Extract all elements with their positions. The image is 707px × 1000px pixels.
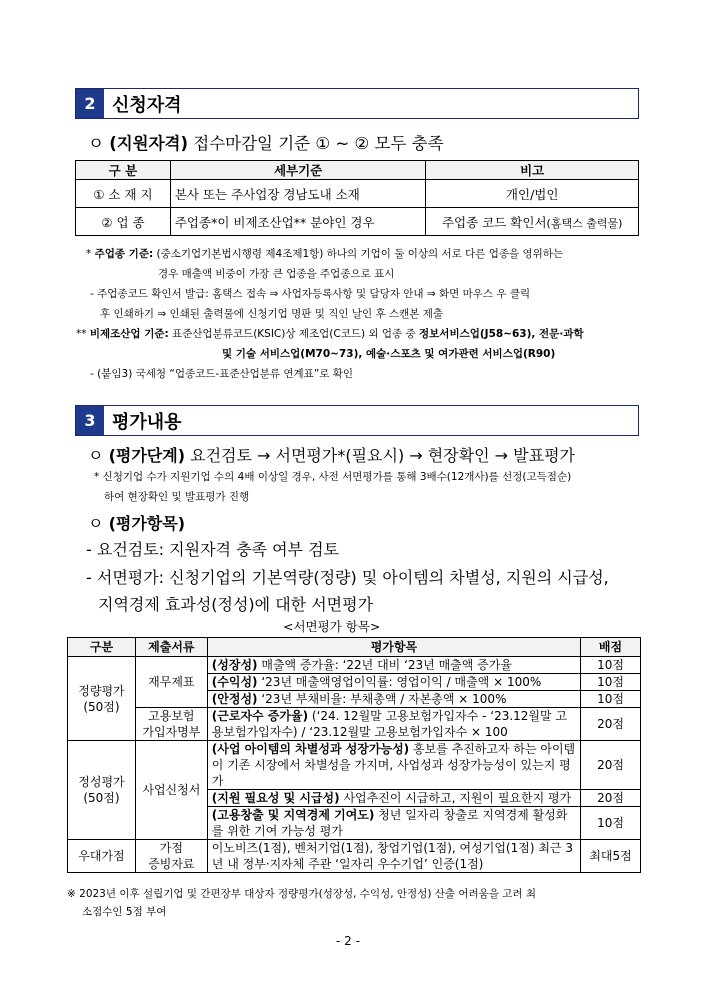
header-criteria: 세부기준 bbox=[170, 161, 426, 180]
score-cell: 10점 bbox=[581, 691, 641, 708]
row-criteria: 본사 또는 주사업장 경남도내 소재 bbox=[170, 180, 426, 208]
docs-bonus: 가점 증빙자료 bbox=[135, 840, 207, 873]
item-cell: (고용창출 및 지역경제 기여도) 청년 일자리 창출로 지역경제 활성화를 위한 기여 가능성 평가 bbox=[207, 807, 580, 840]
section-3-number: 3 bbox=[76, 406, 104, 435]
evaluation-table bbox=[67, 637, 641, 873]
table-row bbox=[76, 180, 639, 208]
section-3-title: 평가내용 bbox=[112, 411, 182, 433]
table-row bbox=[68, 708, 641, 741]
score-cell: 20점 bbox=[581, 790, 641, 807]
item-cell: (성장성) 매출액 증가율: ‘22년 대비 ‘23년 매출액 증가율 bbox=[207, 657, 580, 674]
category-quantitative: 정량평가 (50점) bbox=[68, 657, 136, 741]
bullet: ㅇ bbox=[88, 134, 104, 153]
item-cell: (사업 아이템의 차별성과 성장가능성) 홍보를 추진하고자 하는 아이템이 기존 시장에서 차별성을 가지며, 사업성과 성장가능성이 있는지 평가 bbox=[207, 741, 580, 790]
eval-sub-2b: 지역경제 효과성(정성)에 대한 서면평가 bbox=[98, 595, 374, 614]
item-cell: 이노비즈(1점), 벤처기업(1점), 창업기업(1점), 여성기업(1점) 최근 3년 내 정부·지자체 주관 ‘일자리 우수기업’ 인증(1점) bbox=[207, 840, 580, 873]
header-note: 비고 bbox=[426, 161, 639, 180]
category-bonus: 우대가점 bbox=[68, 840, 136, 873]
eligibility-table bbox=[75, 160, 639, 236]
category-qualitative: 정성평가 (50점) bbox=[68, 741, 136, 840]
note-line: - (붙임3) 국세청 “업종코드-표준산업분류 연계표”로 확인 bbox=[90, 368, 354, 380]
table-row bbox=[68, 741, 641, 790]
row-note: 개인/법인 bbox=[426, 180, 639, 208]
item-cell: (수익성) ‘23년 매출액영업이익률: 영업이익 / 매출액 × 100% bbox=[207, 674, 580, 691]
eval-stage-line: ㅇ (평가단계) 요건검토 → 서면평가*(필요시) → 현장확인 → 발표평가 bbox=[88, 446, 575, 465]
note-line: 후 인쇄하기 ⇒ 인쇄된 출력물에 신청기업 명판 및 직인 날인 후 스캔본 제출 bbox=[100, 308, 443, 320]
score-cell: 최대5점 bbox=[581, 840, 641, 873]
header-category: 구 분 bbox=[76, 161, 171, 180]
note-line: 경우 매출액 비중이 가장 큰 업종을 주업종으로 표시 bbox=[158, 268, 395, 280]
section-2-header bbox=[75, 88, 639, 119]
section-2-title: 신청자격 bbox=[112, 94, 182, 116]
score-cell: 20점 bbox=[581, 708, 641, 741]
note-line: - 주업종코드 확인서 발급: 홈택스 접속 ⇒ 사업자등록사항 및 담당자 안내 ⇒ 화면 마우스 우 클릭 bbox=[90, 288, 531, 300]
row-label: ② 업 종 bbox=[76, 208, 171, 236]
note-line: * 주업종 기준: (중소기업기본법시행령 제4조제1항) 하나의 기업이 둘 이상의 서로 다른 업종을 영위하는 bbox=[86, 248, 564, 260]
section-2-number: 2 bbox=[76, 89, 104, 118]
header-score: 배점 bbox=[581, 638, 641, 657]
eval-stage-note: * 신청기업 수가 지원기업 수의 4배 이상일 경우, 사전 서면평가를 통해 3배수(12개사)를 선정(고득점순) bbox=[94, 471, 572, 483]
item-cell: (지원 필요성 및 시급성) 사업추진이 시급하고, 지원이 필요한지 평가 bbox=[207, 790, 580, 807]
score-cell: 10점 bbox=[581, 807, 641, 840]
row-label: ① 소 재 지 bbox=[76, 180, 171, 208]
docs-financial: 재무제표 bbox=[135, 657, 207, 708]
score-cell: 20점 bbox=[581, 741, 641, 790]
item-cell: (근로자수 증가율) (‘24. 12월말 고용보험가입자수 - ‘23.12월말 고용보험가입자수) / ‘23.12월말 고용보험가입자수 × 100 bbox=[207, 708, 580, 741]
score-cell: 10점 bbox=[581, 657, 641, 674]
eval-items-line: ㅇ (평가항목) bbox=[88, 514, 186, 533]
section-3-header bbox=[75, 405, 639, 436]
eligibility-line bbox=[88, 130, 444, 154]
header-docs: 제출서류 bbox=[135, 638, 207, 657]
table-row bbox=[68, 657, 641, 674]
note-line: 및 기술 서비스업(M70~73), 예술·스포츠 및 여가관련 서비스업(R90) bbox=[222, 348, 556, 360]
score-cell: 10점 bbox=[581, 674, 641, 691]
eval-stage-note: 하여 현장확인 및 발표평가 진행 bbox=[104, 491, 250, 503]
table-row bbox=[76, 208, 639, 236]
header-category: 구분 bbox=[68, 638, 136, 657]
eval-sub-2a: - 서면평가: 신청기업의 기본역량(정량) 및 아이템의 차별성, 지원의 시급성, bbox=[86, 568, 609, 587]
row-note: 주업종 코드 확인서(홈택스 출력물) bbox=[426, 208, 639, 236]
eligibility-text: 접수마감일 기준 ① ~ ② 모두 충족 bbox=[193, 134, 444, 153]
note-line: ** 비제조산업 기준: 표준산업분류코드(KSIC)상 제조업(C코드) 외 업종 중 정보서비스업(J58~63), 전문·과학 bbox=[76, 328, 584, 340]
row-criteria: 주업종*이 비제조산업** 분야인 경우 bbox=[170, 208, 426, 236]
eval-sub-1: - 요건검토: 지원자격 충족 여부 검토 bbox=[86, 540, 339, 559]
docs-insurance: 고용보험 가입자명부 bbox=[135, 708, 207, 741]
table-caption: <서면평가 항목> bbox=[283, 619, 381, 634]
header-items: 평가항목 bbox=[207, 638, 580, 657]
docs-application: 사업신청서 bbox=[135, 741, 207, 840]
page-number: - 2 - bbox=[336, 934, 360, 948]
eligibility-label: (지원자격) bbox=[109, 134, 189, 153]
item-cell: (안정성) ‘23년 부채비율: 부채총액 / 자본총액 × 100% bbox=[207, 691, 580, 708]
table-row bbox=[68, 840, 641, 873]
footnote-2: 소점수인 5점 부여 bbox=[82, 906, 167, 918]
footnote-1: ※ 2023년 이후 설립기업 및 간편장부 대상자 정량평가(성장성, 수익성, 안정성) 산출 어려움을 고려 최 bbox=[67, 888, 537, 900]
